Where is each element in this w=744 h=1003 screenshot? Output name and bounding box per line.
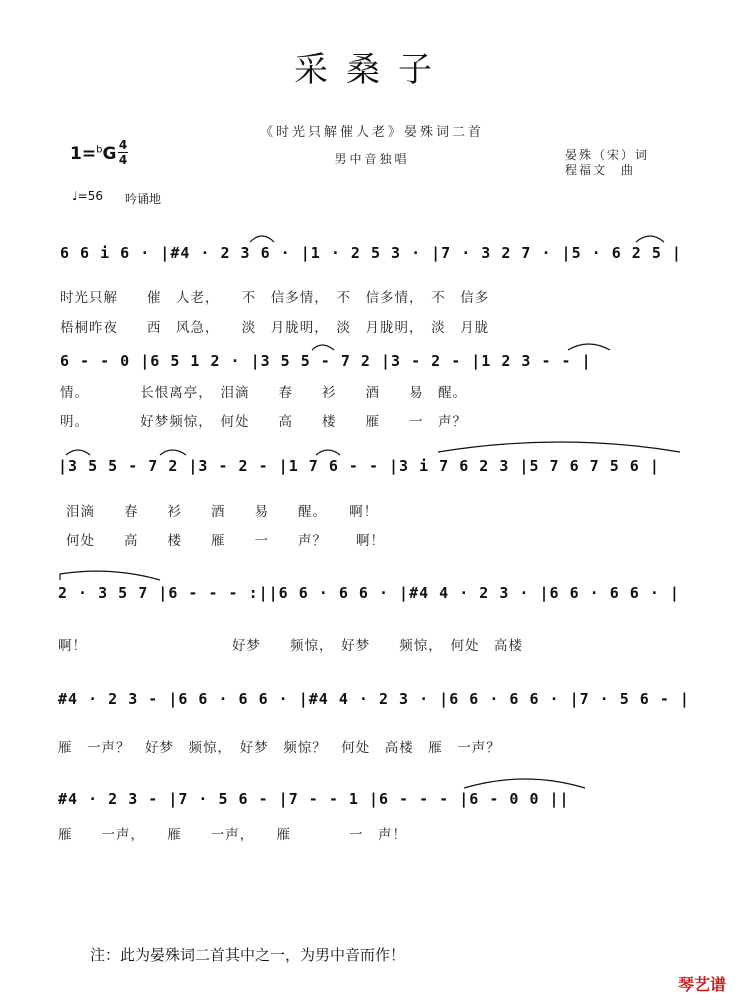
- expression-marking: 吟诵地: [125, 192, 162, 206]
- page-title: 采桑子: [294, 50, 450, 90]
- key-tonic: G: [102, 144, 117, 164]
- lyrics-line-2a: 情。 长恨离亭， 泪滴 春 衫 酒 易 醒。: [60, 385, 467, 401]
- lyrics-line-1a: 时光只解 催 人老， 不 信多情， 不 信多情， 不 信多: [60, 290, 490, 306]
- lyrics-line-4: 啊！ 好梦 频惊， 好梦 频惊， 何处 高楼: [58, 638, 523, 654]
- lyrics-line-2b: 明。 好梦频惊， 何处 高 楼 雁 一 声？: [60, 414, 467, 430]
- slur-mark: [66, 450, 90, 455]
- tempo-marking: ♩=56: [72, 189, 103, 203]
- slur-mark: [438, 442, 680, 452]
- slur-mark: [568, 344, 610, 350]
- lyricist-credit: 晏殊（宋）词: [565, 148, 650, 162]
- lyrics-line-5: 雁 一声？ 好梦 频惊， 好梦 频惊？ 何处 高楼 雁 一声？: [58, 740, 501, 756]
- watermark-logo: 琴艺谱: [677, 975, 726, 994]
- notation-line-4: 2 · 3 5 7 |6 - - - :||6 6 · 6 6 · |#4 4 · 2 3 · |6 6 · 6 6 · |: [58, 584, 680, 602]
- notation-line-2: 6 - - 0 |6 5 1 2 · |3 5 5 - 7 2 |3 - 2 - |1 2 3 - - |: [60, 352, 592, 370]
- lyrics-line-3a: 泪滴 春 衫 酒 易 醒。 啊！: [66, 504, 379, 520]
- notation-line-1: 6 6 i 6 · |#4 · 2 3 6 · |1 · 2 5 3 · |7 · 3 2 7 · |5 · 6 2 5 |: [60, 244, 682, 262]
- time-signature-top: 4: [118, 138, 128, 152]
- slur-mark: [60, 571, 160, 580]
- slur-mark: [160, 450, 186, 455]
- slur-mark: [636, 236, 664, 242]
- footnote: 注：此为晏殊词二首其中之一，为男中音而作！: [90, 946, 406, 964]
- notation-line-5: #4 · 2 3 - |6 6 · 6 6 · |#4 4 · 2 3 · |6 6 · 6 6 · |7 · 5 6 - |: [58, 690, 690, 708]
- notation-line-3: |3 5 5 - 7 2 |3 - 2 - |1 7 6 - - |3 i 7 6 2 3 |5 7 6 7 5 6 |: [58, 457, 660, 475]
- time-signature-bottom: 4: [118, 153, 128, 167]
- slur-mark: [316, 450, 340, 455]
- slur-mark: [464, 779, 585, 788]
- slur-mark: [250, 236, 274, 242]
- notation-line-6: #4 · 2 3 - |7 · 5 6 - |7 - - 1 |6 - - - |6 - 0 0 ||: [58, 790, 570, 808]
- slur-mark: [312, 345, 334, 350]
- lyrics-line-3b: 何处 高 楼 雁 一 声？ 啊！: [66, 533, 385, 549]
- composer-credit: 程福文 曲: [565, 163, 636, 177]
- key-prefix: 1=: [70, 144, 97, 164]
- flat-sign: b: [96, 144, 103, 156]
- performance-type: 男中音独唱: [334, 152, 410, 166]
- lyrics-line-1b: 梧桐昨夜 西 风急， 淡 月胧明， 淡 月胧明， 淡 月胧: [60, 320, 490, 336]
- subtitle: 《时光只解催人老》晏殊词二首: [259, 125, 484, 140]
- lyrics-line-6: 雁 一声， 雁 一声， 雁 一 声！: [58, 827, 407, 843]
